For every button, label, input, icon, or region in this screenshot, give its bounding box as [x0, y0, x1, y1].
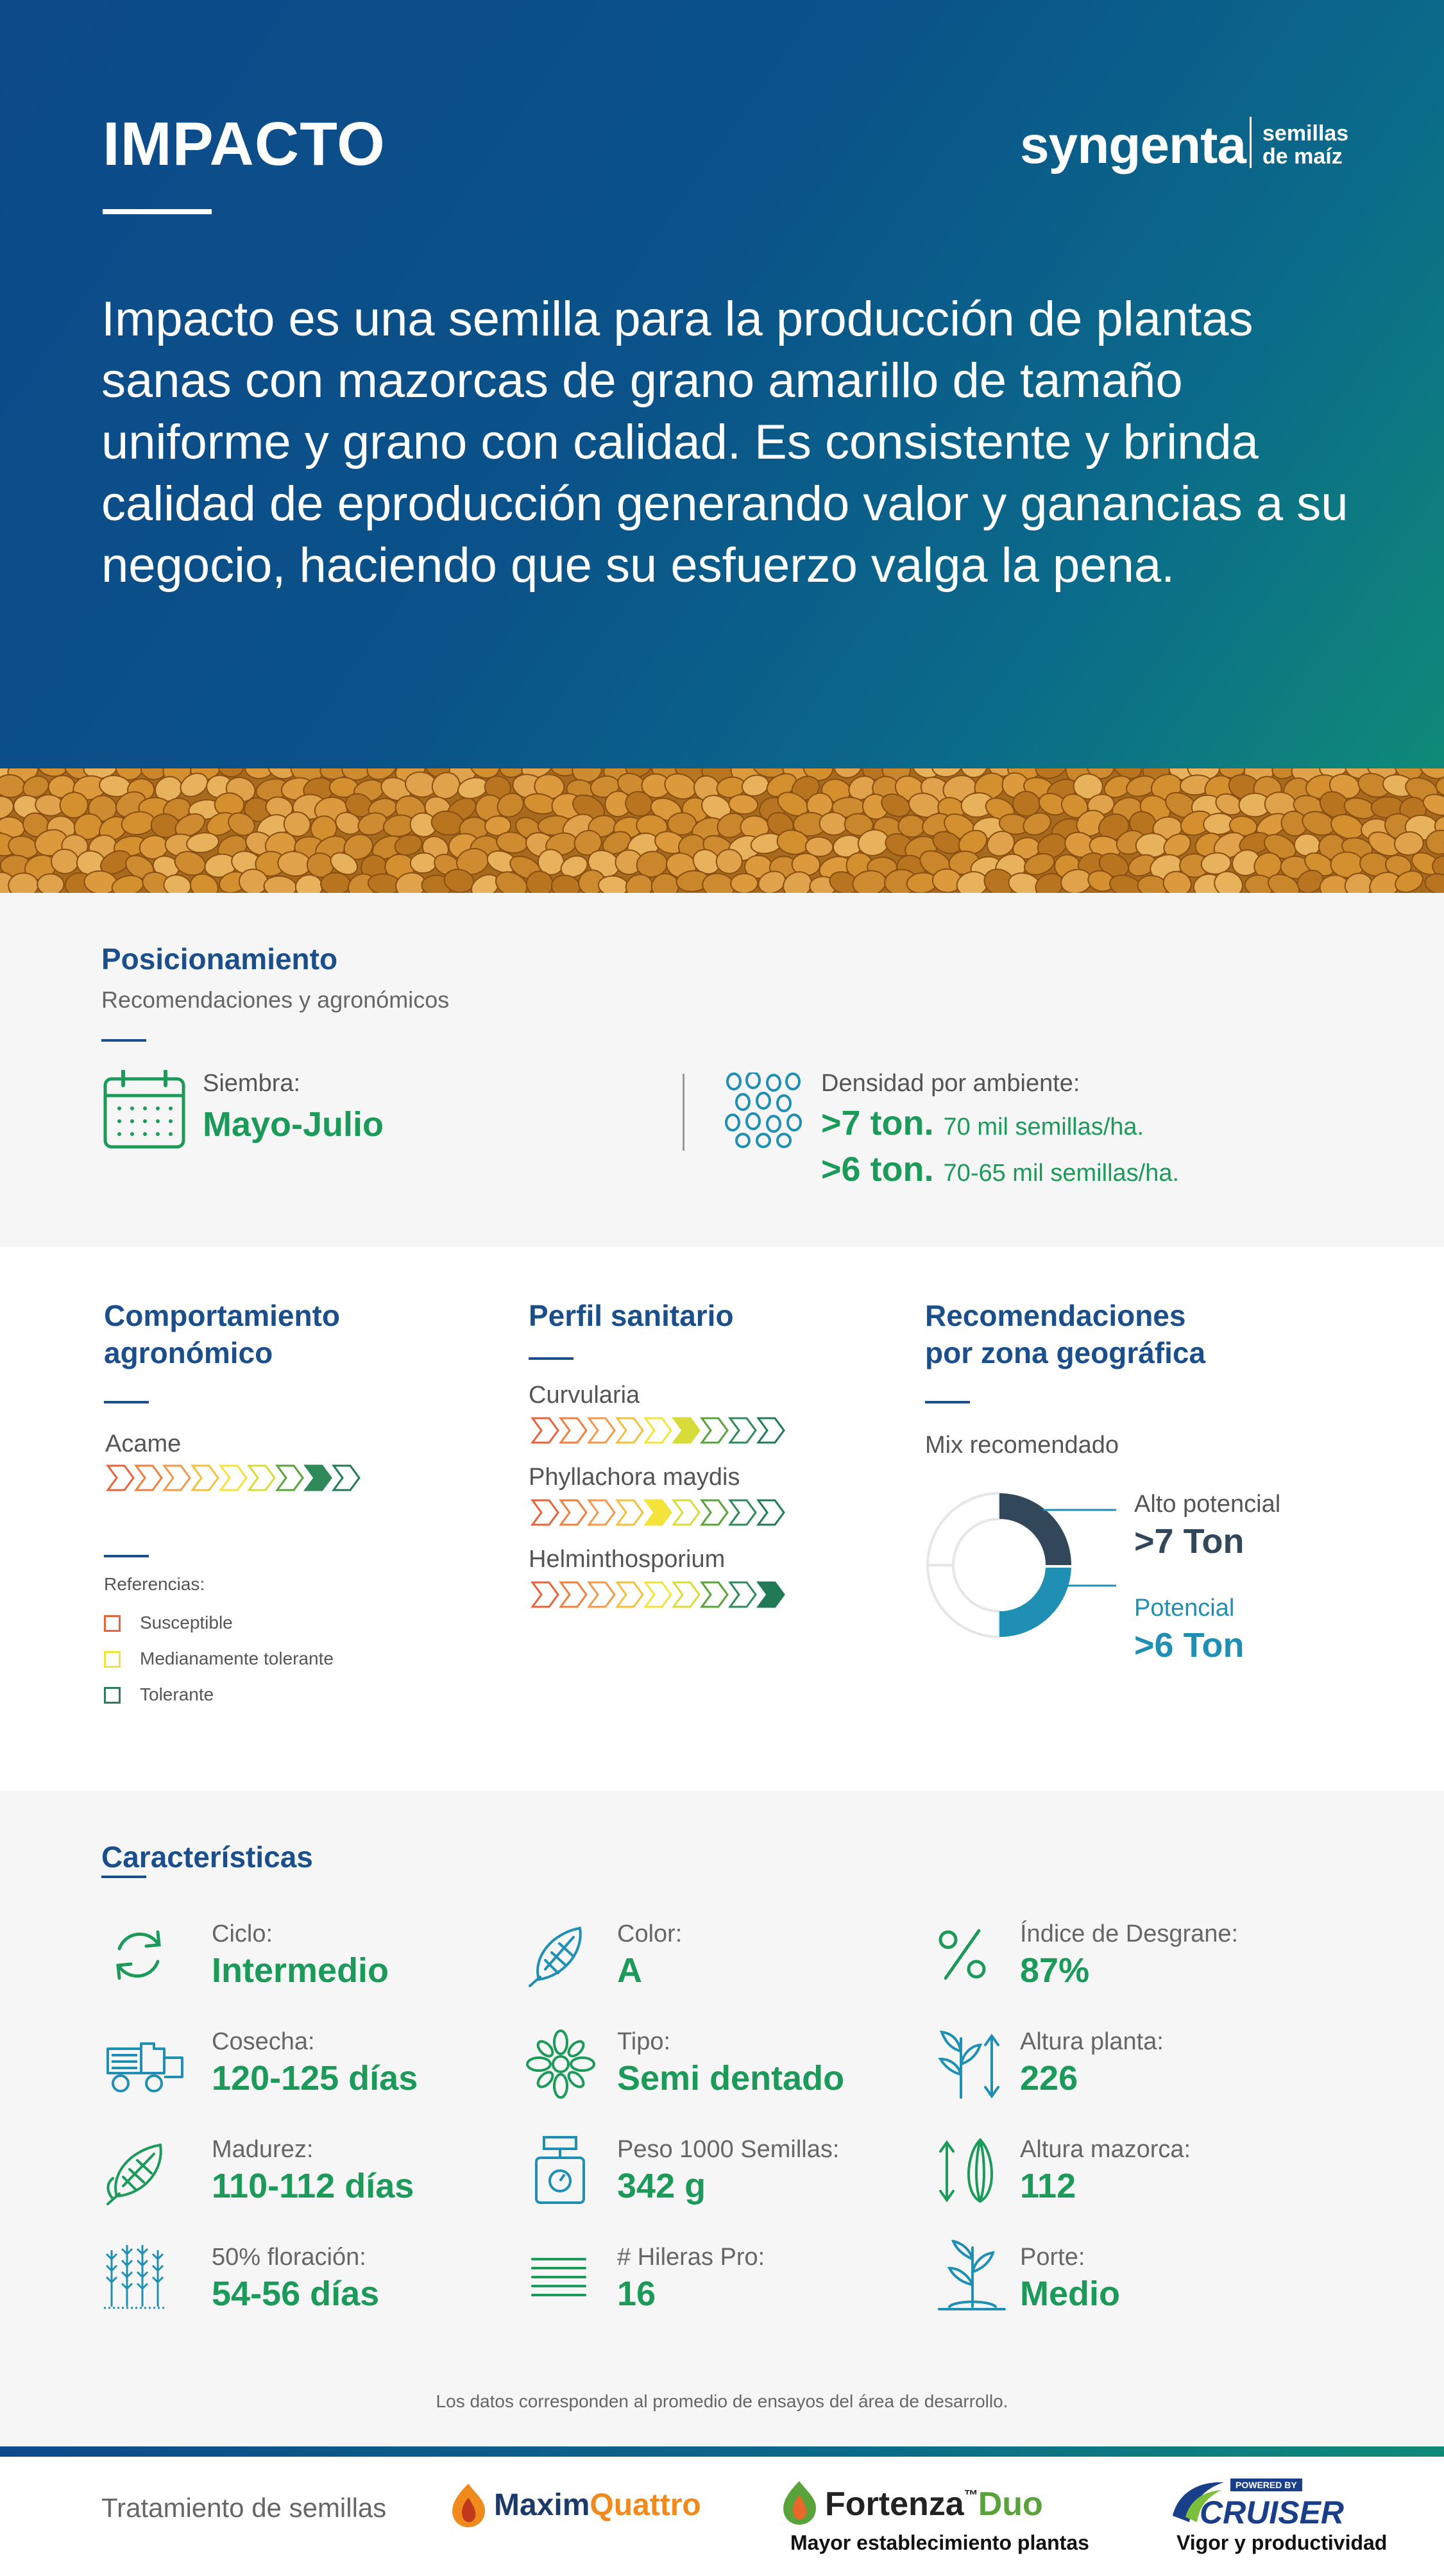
rating-chevron	[730, 1582, 756, 1607]
char-madurez	[212, 2136, 414, 2206]
char-porte	[1020, 2244, 1120, 2314]
rows-lines-icon	[530, 2255, 588, 2300]
rating-chevron	[674, 1582, 699, 1607]
title-divider	[103, 209, 212, 214]
flower-type-icon	[525, 2028, 597, 2100]
corn-kernel	[731, 873, 758, 893]
zona-title-line-1: Recomendaciones	[925, 1299, 1186, 1332]
duo-word: Duo	[978, 2486, 1043, 2523]
hileras-label: # Hileras Pro:	[617, 2244, 765, 2271]
donut-slice-alto	[999, 1493, 1071, 1565]
section-divider	[529, 1357, 573, 1360]
refs-title: Referencias:	[104, 1574, 205, 1594]
hileras-value: 16	[617, 2275, 656, 2313]
footer	[0, 2457, 1444, 2576]
phyllachora-scale	[530, 1498, 806, 1527]
cycle-icon	[106, 1923, 171, 1987]
rating-chevron	[758, 1582, 784, 1607]
desgrane-label: Índice de Desgrane:	[1020, 1920, 1239, 1947]
rating-chevron	[617, 1418, 643, 1443]
footer-gradient-bar	[0, 2446, 1444, 2457]
corn-cob-color-icon	[526, 1919, 597, 1990]
product-title: IMPACTO	[103, 110, 386, 178]
floracion-value: 54-56 días	[212, 2275, 380, 2313]
comportamiento-section	[0, 1247, 1444, 1791]
siembra-value: Mayo-Julio	[203, 1105, 384, 1144]
corn-kernel	[51, 849, 79, 874]
char-desgrane	[1020, 1920, 1238, 1990]
curvularia-label: Curvularia	[529, 1382, 640, 1409]
hero-banner	[0, 0, 1444, 768]
seeds-icon	[725, 1072, 804, 1148]
fortenza-flame-icon	[780, 2480, 819, 2526]
corn-kernel	[263, 875, 297, 893]
ref-medianamente: Medianamente tolerante	[104, 1641, 334, 1677]
fortenza-tm: ™	[964, 2487, 978, 2503]
char-ciclo	[212, 1920, 389, 1990]
brand-subtitle: semillas de maíz	[1262, 121, 1349, 169]
rating-chevron	[702, 1418, 727, 1443]
rating-chevron	[164, 1466, 190, 1490]
plant-size-icon	[937, 2240, 1007, 2314]
rating-chevron	[589, 1582, 615, 1607]
rating-chevron	[277, 1466, 303, 1490]
rating-chevron	[730, 1418, 756, 1443]
percent-icon	[937, 1926, 988, 1983]
densidad-2-value: >6 ton.	[821, 1150, 934, 1189]
harvester-icon	[103, 2035, 186, 2095]
floracion-label: 50% floración:	[212, 2244, 366, 2271]
acame-scale	[105, 1464, 381, 1492]
char-cosecha	[212, 2028, 418, 2098]
char-color	[617, 1920, 682, 1990]
ref-susceptible: Susceptible	[104, 1605, 334, 1641]
corn-kernels-pattern	[0, 768, 1444, 893]
rating-chevron	[589, 1500, 615, 1525]
peso-label: Peso 1000 Semillas:	[617, 2136, 840, 2163]
phyllachora-label: Phyllachora maydis	[529, 1464, 740, 1491]
rating-chevron	[561, 1582, 586, 1607]
rating-chevron	[730, 1500, 756, 1525]
rating-chevron	[758, 1500, 784, 1525]
peso-value: 342 g	[617, 2167, 706, 2205]
cruiser-logo: CRUISER	[1200, 2495, 1345, 2530]
corn-kernels-image	[0, 768, 1444, 893]
char-altura-mazorca	[1020, 2136, 1191, 2206]
fortenza-word: Fortenza	[825, 2486, 964, 2523]
posicionamiento-title: Posicionamiento	[101, 942, 338, 976]
rating-chevron	[108, 1466, 133, 1490]
zona-title-line-2: por zona geográfica	[925, 1336, 1206, 1369]
helminthosporium-scale	[530, 1580, 806, 1609]
porte-label: Porte:	[1020, 2244, 1085, 2271]
corn-kernel	[716, 849, 742, 874]
refs-divider	[104, 1555, 149, 1557]
alto-value: >7 Ton	[1134, 1522, 1244, 1561]
rating-chevron	[758, 1418, 784, 1443]
ref-swatch-yellow	[104, 1651, 121, 1668]
ciclo-value: Intermedio	[212, 1951, 389, 1990]
helminthosporium-label: Helminthosporium	[529, 1546, 726, 1573]
mix-label: Mix recomendado	[925, 1432, 1119, 1459]
cosecha-label: Cosecha:	[212, 2028, 315, 2055]
char-altura-planta	[1020, 2028, 1164, 2098]
altura-mazorca-value: 112	[1020, 2167, 1076, 2205]
rating-chevron	[617, 1500, 643, 1525]
rating-chevron	[334, 1466, 359, 1490]
char-tipo	[617, 2028, 844, 2098]
potencial-label: Potencial	[1134, 1595, 1235, 1622]
donut-slice-potencial	[999, 1568, 1071, 1637]
maxim-flame-icon	[449, 2482, 488, 2529]
acame-label: Acame	[105, 1430, 182, 1457]
rating-chevron	[589, 1418, 615, 1443]
madurez-label: Madurez:	[212, 2136, 314, 2163]
refs-legend	[104, 1605, 334, 1713]
rating-chevron	[561, 1500, 586, 1525]
cosecha-value: 120-125 días	[212, 2059, 418, 2097]
column-divider	[683, 1074, 684, 1151]
ref-swatch-green	[104, 1687, 121, 1704]
corn-kernel	[728, 793, 758, 815]
corn-cob-maturity-icon	[105, 2137, 176, 2208]
densidad-row-2	[821, 1149, 1179, 1189]
caracteristicas-section	[0, 1791, 1444, 2446]
tratamiento-label: Tratamiento de semillas	[101, 2493, 387, 2523]
zona-title	[925, 1297, 1205, 1371]
fortenza-subtitle: Mayor establecimiento plantas	[790, 2531, 1089, 2554]
corn-kernel	[37, 874, 64, 893]
section-divider	[101, 1039, 146, 1042]
ref-tolerante: Tolerante	[104, 1677, 334, 1713]
rating-chevron	[221, 1466, 246, 1490]
perfil-title: Perfil sanitario	[529, 1299, 734, 1332]
cruiser-subtitle: Vigor y productividad	[1176, 2531, 1388, 2554]
madurez-value: 110-112 días	[212, 2167, 414, 2205]
brand-name: syngenta	[1020, 116, 1246, 174]
densidad-label: Densidad por ambiente:	[821, 1070, 1080, 1097]
posicionamiento-subtitle: Recomendaciones y agronómicos	[101, 987, 450, 1013]
potencial-value: >6 Ton	[1134, 1626, 1244, 1665]
color-label: Color:	[617, 1920, 683, 1947]
rating-chevron	[249, 1466, 275, 1490]
rating-chevron	[674, 1418, 699, 1443]
char-peso	[617, 2136, 839, 2206]
section-divider	[925, 1401, 970, 1403]
densidad-row-1	[821, 1103, 1144, 1143]
rating-chevron	[645, 1418, 671, 1443]
rating-chevron	[136, 1466, 162, 1490]
corn-kernel	[1423, 872, 1444, 893]
section-divider	[104, 1401, 149, 1403]
plant-height-icon	[935, 2026, 1003, 2100]
curvularia-scale	[530, 1416, 806, 1445]
rating-chevron	[645, 1500, 671, 1525]
densidad-1-value: >7 ton.	[821, 1104, 934, 1142]
brand-divider	[1250, 117, 1252, 168]
altura-mazorca-label: Altura mazorca:	[1020, 2136, 1191, 2163]
rating-chevron	[532, 1582, 558, 1607]
char-floracion	[212, 2244, 379, 2314]
rating-chevron	[674, 1500, 699, 1525]
comportamiento-title-line-2: agronómico	[104, 1336, 273, 1369]
ref-swatch-red	[104, 1615, 121, 1632]
corn-kernel	[410, 852, 437, 874]
rating-chevron	[192, 1466, 218, 1490]
comportamiento-title	[104, 1297, 340, 1371]
caracteristicas-title: Características	[101, 1840, 313, 1874]
maxim-word: Maxim	[494, 2488, 590, 2522]
section-divider	[101, 1876, 146, 1878]
rating-chevron	[561, 1418, 586, 1443]
desgrane-value: 87%	[1020, 1951, 1090, 1990]
data-note: Los datos corresponden al promedio de ensayos del área de desarrollo.	[436, 2391, 1008, 2411]
rating-chevron	[702, 1500, 727, 1525]
tipo-value: Semi dentado	[617, 2059, 845, 2097]
flowering-field-icon	[103, 2240, 167, 2310]
tipo-label: Tipo:	[617, 2028, 671, 2055]
alto-label: Alto potencial	[1134, 1491, 1281, 1518]
cruiser-powered-by: POWERED BY	[1230, 2479, 1302, 2491]
rating-chevron	[617, 1582, 643, 1607]
color-value: A	[617, 1951, 642, 1990]
siembra-label: Siembra:	[203, 1070, 301, 1097]
rating-chevron	[702, 1582, 727, 1607]
porte-value: Medio	[1020, 2275, 1120, 2313]
calendar-icon	[103, 1070, 186, 1149]
comportamiento-title-line-1: Comportamiento	[104, 1299, 340, 1332]
altura-planta-value: 226	[1020, 2059, 1078, 2097]
maxim-quattro-logo	[494, 2487, 701, 2523]
product-description: Impacto es una semilla para la producción de plantas sanas con mazorcas de grano amarillo de tamaño uniforme y grano con calidad. Es consistente y brinda calidad de eproducción generando valor y ganancias a su negocio, haciendo que su esfuerzo valga la pena.	[101, 292, 1348, 593]
altura-planta-label: Altura planta:	[1020, 2028, 1164, 2055]
ciclo-label: Ciclo:	[212, 1920, 273, 1947]
char-hileras	[617, 2244, 765, 2314]
corn-kernel	[321, 873, 350, 893]
rating-chevron	[532, 1418, 558, 1443]
rating-chevron	[645, 1582, 671, 1607]
densidad-1-seeds: 70 mil semillas/ha.	[943, 1114, 1144, 1140]
rating-chevron	[305, 1466, 331, 1490]
densidad-2-seeds: 70-65 mil semillas/ha.	[943, 1160, 1180, 1187]
corn-kernel	[1135, 833, 1168, 858]
fortenza-duo-logo	[825, 2485, 1043, 2523]
scale-weight-icon	[531, 2135, 589, 2205]
ear-height-icon	[938, 2135, 1005, 2205]
rating-chevron	[532, 1500, 558, 1525]
quattro-word: Quattro	[590, 2488, 701, 2522]
posicionamiento-section	[0, 893, 1444, 1247]
